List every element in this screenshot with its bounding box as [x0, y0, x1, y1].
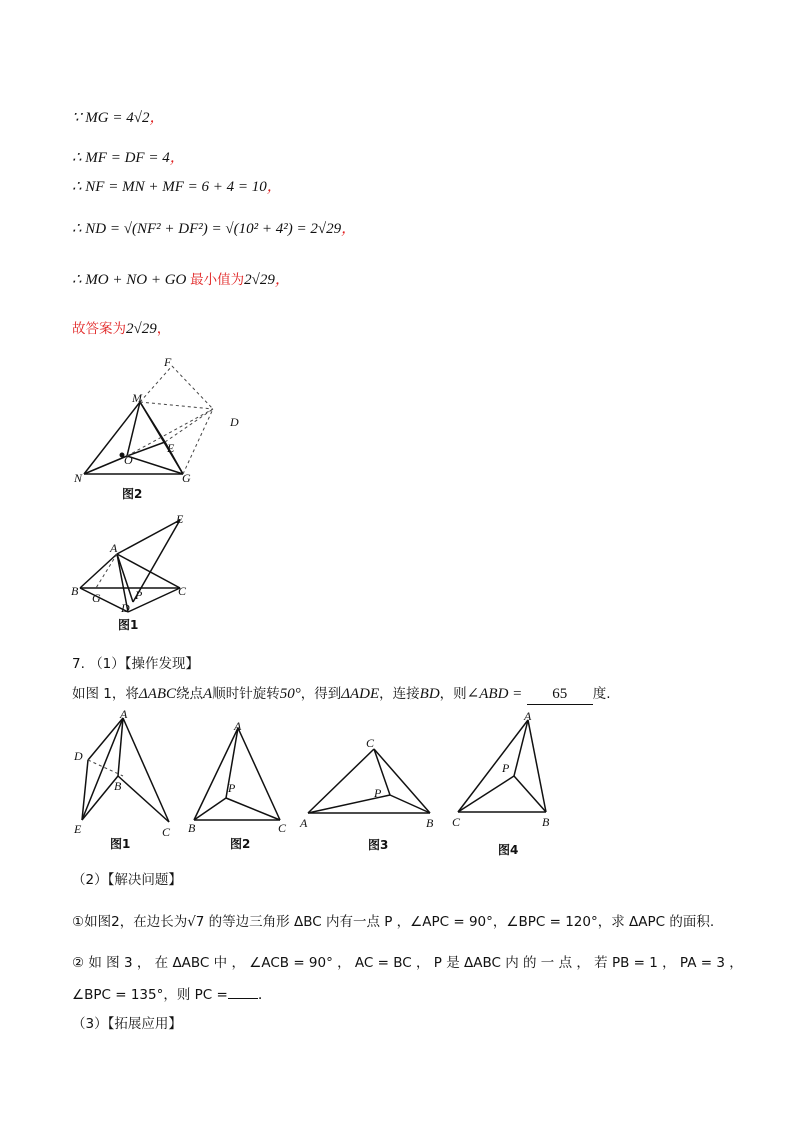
- svg-text:C: C: [366, 736, 375, 750]
- fig2-label-o: O: [124, 453, 133, 467]
- solution-line-3: ∴ NF = MN + MF = 6 + 4 = 10，: [72, 179, 282, 195]
- svg-text:A: A: [524, 709, 532, 723]
- solution-line-4: ∴ ND = √(NF² + DF²) = √(10² + 4²) = 2√29，: [72, 221, 357, 237]
- fig2-label-n: N: [74, 471, 83, 485]
- svg-text:C: C: [162, 825, 171, 839]
- svg-text:B: B: [188, 821, 196, 835]
- part2-heading: （2）【解决问题】: [72, 872, 182, 888]
- fig1-label-g: G: [92, 591, 101, 605]
- question-2-blank: [228, 984, 258, 999]
- problem-7-heading: 7. （1）【操作发现】: [72, 656, 200, 672]
- svg-text:A: A: [234, 719, 242, 733]
- problem-figure-4: [450, 708, 570, 860]
- fig1-caption: 图1: [118, 618, 139, 632]
- svg-text:C: C: [278, 821, 287, 835]
- fig2-label-f: F: [164, 355, 172, 369]
- svg-text:B: B: [426, 816, 434, 830]
- question-2-line-2: ∠BPC = 135°，则 PC = .: [72, 984, 262, 1005]
- solution-figure-1: [68, 512, 218, 634]
- svg-text:C: C: [452, 815, 461, 829]
- problem-figure-2: [186, 720, 296, 854]
- fig1-label-d: D: [121, 601, 130, 615]
- fig1-label-c: C: [178, 584, 187, 598]
- min-value-line: ∴ MO + NO + GO 最小值为2√29，: [72, 272, 290, 288]
- fig2-label-m: M: [132, 391, 142, 405]
- question-2-line-1: ② 如 图 3 ， 在 ΔABC 中 ， ∠ACB = 90° ， AC = BC ， P 是 ΔABC 内 的 一 点 ， 若 PB = 1 ， PA = 3 ，: [72, 955, 743, 971]
- svg-text:E: E: [74, 822, 82, 836]
- fig1-label-a: A: [110, 541, 118, 555]
- part3-heading: （3）【拓展应用】: [72, 1016, 182, 1032]
- svg-text:P: P: [374, 786, 382, 800]
- svg-text:A: A: [120, 707, 128, 721]
- fig1-label-p: P: [135, 588, 143, 602]
- svg-text:P: P: [502, 761, 510, 775]
- problem-figure-4-caption: 图4: [498, 843, 519, 857]
- problem-figure-3: [298, 735, 444, 859]
- svg-text:D: D: [74, 749, 83, 763]
- fig2-caption: 图2: [122, 487, 143, 501]
- svg-text:B: B: [542, 815, 550, 829]
- fig2-label-g: G: [182, 471, 191, 485]
- answer-blank: 65: [527, 684, 593, 705]
- problem-figure-1-caption: 图1: [110, 837, 131, 851]
- fig2-label-e: E: [167, 441, 175, 455]
- solution-line-2: ∴ MF = DF = 4，: [72, 150, 185, 166]
- svg-text:A: A: [300, 816, 308, 830]
- answer-line: 故答案为2√29，: [72, 321, 171, 337]
- svg-text:B: B: [114, 779, 122, 793]
- fig1-label-e: E: [176, 512, 184, 526]
- problem-7-part1-text: 如图 1，将ΔABC绕点A顺时针旋转50°，得到ΔADE，连接BD，则∠ABD = 65 度.: [72, 684, 611, 705]
- fig2-label-d: D: [230, 415, 239, 429]
- solution-figure-2: [70, 352, 260, 502]
- fig1-label-b: B: [71, 584, 79, 598]
- question-1: ①如图2，在边长为√7 的等边三角形 ΔBC 内有一点 P ，∠APC = 90°，∠BPC = 120°，求 ΔAPC 的面积.: [72, 914, 715, 930]
- problem-figure-1: [66, 708, 186, 854]
- solution-line-1: ∵ MG = 4√2，: [72, 110, 165, 126]
- problem-figure-3-caption: 图3: [368, 838, 389, 852]
- problem-figure-2-caption: 图2: [230, 837, 251, 851]
- svg-text:P: P: [228, 781, 236, 795]
